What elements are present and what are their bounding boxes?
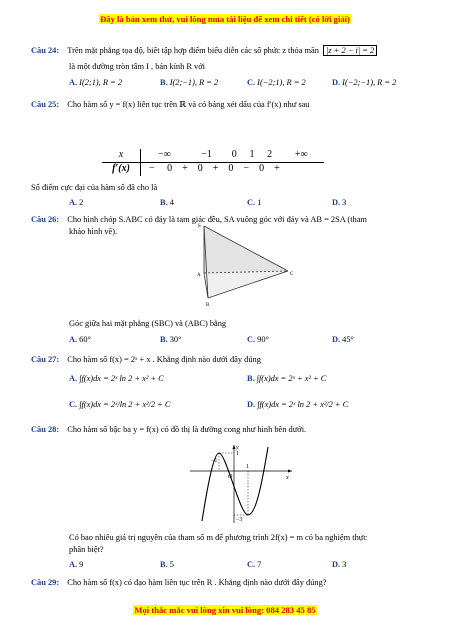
question-text: Cho hình chóp S.ABC có đáy là tam giác đều, SA vuông góc với đáy và AB = 2SA (tham: [67, 215, 367, 224]
option-d[interactable]: D. 3: [332, 198, 347, 207]
sign-table: [102, 149, 324, 176]
vertex-label: A: [197, 273, 201, 278]
pyramid-figure: [190, 218, 300, 308]
x-value: 0: [225, 149, 243, 163]
tick-label: −3: [236, 517, 243, 523]
derivative-label: f′(x): [102, 163, 141, 177]
question-29: [31, 578, 326, 589]
option-b[interactable]: B. 4: [160, 198, 174, 207]
option-b[interactable]: B. 30°: [160, 335, 182, 344]
question-text: Cho hàm số f(x) = 2ˣ + x . Khẳng định nào dưới đây đúng: [67, 355, 261, 364]
question-27: [31, 355, 261, 366]
sign-value: −: [243, 163, 250, 175]
option-a[interactable]: A. 60°: [69, 335, 91, 344]
question-28: [31, 425, 306, 436]
option-a[interactable]: A. ∫f(x)dx = 2ˣ ln 2 + x² + C: [69, 374, 164, 383]
sign-value: +: [182, 163, 188, 175]
x-value: 2: [261, 149, 279, 163]
option-c[interactable]: C. 7: [247, 560, 262, 569]
option-b[interactable]: B. ∫f(x)dx = 2ˣ + x² + C: [247, 374, 327, 383]
origin-label: O: [228, 474, 233, 480]
question-number: Câu 29:: [31, 578, 60, 587]
cubic-graph: [186, 443, 296, 525]
tick-label: 1: [236, 451, 239, 457]
question-text-2: là một đường tròn tâm I , bán kính R với: [69, 62, 205, 71]
question-text: Trên mặt phẳng tọa độ, biết tập hợp điểm biểu diễn các số phức z thỏa mãn: [67, 46, 319, 55]
x-label: x: [102, 149, 141, 163]
question-number: Câu 26:: [31, 215, 60, 224]
question-text: Cho hàm số y = f(x) liên tục trên ℝ và có bảng xét dấu của f′(x) như sau: [67, 100, 310, 109]
vertex-label: B: [206, 303, 210, 308]
option-c[interactable]: C. 1: [247, 198, 262, 207]
x-value: 1: [243, 149, 261, 163]
sign-value: −: [149, 163, 155, 175]
sign-value: +: [212, 163, 219, 175]
tick-label: −1: [211, 458, 218, 464]
question-text-2b: phân biệt?: [69, 545, 104, 554]
question-text-2: Số điểm cực đại của hàm số đã cho là: [31, 183, 158, 192]
question-24: [31, 46, 377, 57]
sign-value: 0: [259, 163, 265, 175]
option-b[interactable]: B. I(2;−1), R = 2: [160, 78, 219, 87]
option-d[interactable]: D. 45°: [332, 335, 354, 344]
question-number: Câu 25:: [31, 100, 60, 109]
condition-formula: |z + 2 − i| = 2: [323, 45, 377, 56]
option-c[interactable]: C. ∫f(x)dx = 2ˣ/ln 2 + x²/2 + C: [69, 400, 171, 409]
x-value: −1: [188, 149, 226, 163]
question-25: [31, 100, 310, 111]
question-text-2: Có bao nhiêu giá trị nguyên của tham số m để phương trình 2f(x) = m có ba nghiệm thực: [69, 533, 368, 542]
question-number: Câu 27:: [31, 355, 60, 364]
sign-value: 0: [167, 163, 173, 175]
axis-label-x: x: [286, 475, 289, 481]
option-a[interactable]: A. 2: [69, 198, 84, 207]
option-a[interactable]: A. I(2;1), R = 2: [69, 78, 123, 87]
question-text-2: Góc giữa hai mặt phẳng (SBC) và (ABC) bằng: [69, 319, 227, 328]
footer-banner: Mọi thắc mắc vui lòng xin vui lòng: 084 283 45 85: [134, 605, 316, 615]
sign-value: 0: [228, 163, 234, 175]
option-c[interactable]: C. I(−2;1), R = 2: [247, 78, 306, 87]
question-text-b: khảo hình vẽ).: [69, 227, 118, 236]
x-value: −∞: [141, 149, 188, 163]
question-text: Cho hàm số f(x) có đạo hàm liên tục trên R . Khẳng định nào dưới đây đúng?: [67, 578, 327, 587]
tick-label: 1: [246, 464, 249, 470]
option-d[interactable]: D. 3: [332, 560, 347, 569]
vertex-label: C: [290, 272, 294, 277]
question-text: Cho hàm số bậc ba y = f(x) có đồ thị là đường cong như hình bên dưới.: [67, 425, 307, 434]
option-d[interactable]: D. ∫f(x)dx = 2ˣ ln 2 + x²/2 + C: [247, 400, 349, 409]
x-value: +∞: [279, 149, 324, 163]
option-a[interactable]: A. 9: [69, 560, 84, 569]
question-number: Câu 24:: [31, 46, 60, 55]
option-c[interactable]: C. 90°: [247, 335, 269, 344]
sign-value: 0: [197, 163, 203, 175]
question-number: Câu 28:: [31, 425, 60, 434]
option-d[interactable]: D. I(−2;−1), R = 2: [332, 78, 397, 87]
sign-value: +: [274, 163, 280, 175]
axis-label-y: y: [236, 445, 239, 451]
vertex-label: S: [198, 224, 201, 229]
option-b[interactable]: B. 5: [160, 560, 174, 569]
header-banner: Đây là bản xem thử, vui lòng mua tài liệu để xem chi tiết (có lời giải): [100, 14, 350, 24]
